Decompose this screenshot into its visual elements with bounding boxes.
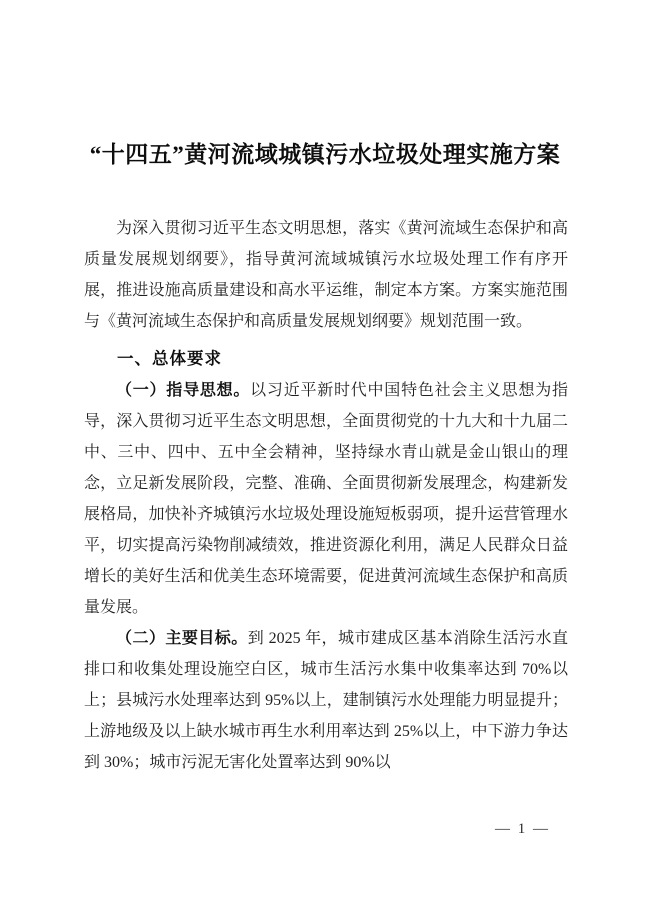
document-body <box>84 213 568 778</box>
section-heading-overall-requirements: 一、总体要求 <box>117 350 222 368</box>
paragraph-guiding-ideology-lead: （一）指导思想。 <box>116 382 251 399</box>
page-number: — 1 — <box>495 821 550 837</box>
paragraph-guiding-ideology <box>84 375 568 623</box>
paragraph-guiding-ideology-text: 以习近平新时代中国特色社会主义思想为指导，深入贯彻习近平生态文明思想，全面贯彻党的十九大和十九届二中、三中、四中、五中全会精神，坚持绿水青山就是金山银山的理念，立足新发展阶段，完整、准确、全面贯彻新发展理念，构建新发展格局，加快补齐城镇污水垃圾处理设施短板弱项，提升运营管理水平，切实提高污染物削减绩效，推进资源化利用，满足人民群众日益增长的美好生活和优美生态环境需要，促进黄河流域生态保护和高质量发展。 <box>84 382 568 616</box>
paragraph-main-goals-lead: （二）主要目标。 <box>116 630 248 647</box>
document-title: “十四五”黄河流域城镇污水垃圾处理实施方案 <box>89 142 561 167</box>
paragraph-main-goals <box>84 623 568 778</box>
paragraph-main-goals-text: 到 2025 年，城市建成区基本消除生活污水直排口和收集处理设施空白区，城市生活污水集中收集率达到 70%以上；县城污水处理率达到 95%以上，建制镇污水处理能力明显提升；上游地级及以上缺水城市再生水利用率达到 25%以上，中下游力争达到 30%；城市污泥无害化处置率达到 90%以 <box>84 630 568 771</box>
intro-paragraph: 为深入贯彻习近平生态文明思想，落实《黄河流域生态保护和高质量发展规划纲要》，指导黄河流域城镇污水垃圾处理工作有序开展，推进设施高质量建设和高水平运维，制定本方案。方案实施范围与《黄河流域生态保护和高质量发展规划纲要》规划范围一致。 <box>84 220 568 330</box>
